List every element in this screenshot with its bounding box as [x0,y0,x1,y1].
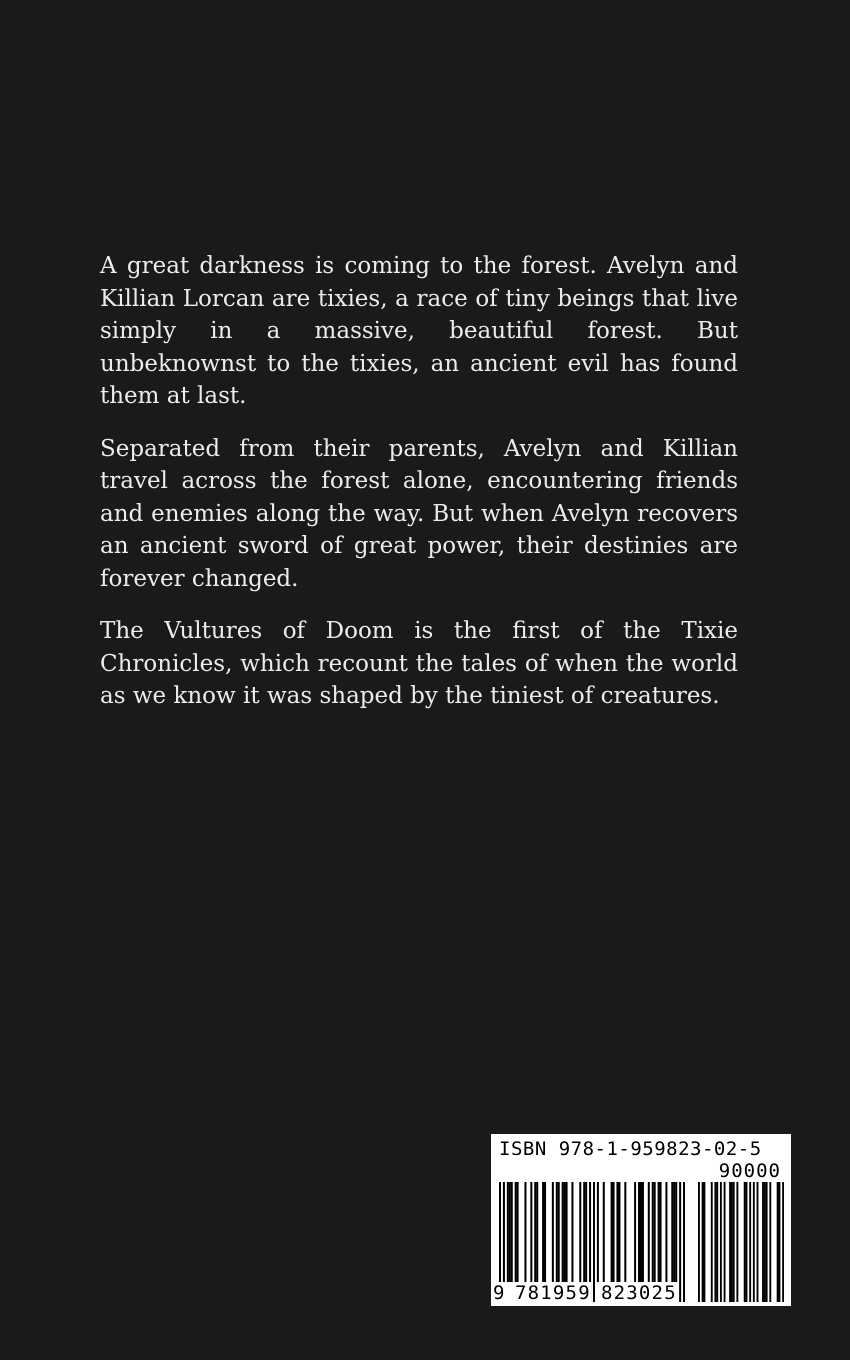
addon-bar [733,1182,735,1302]
barcode-right-digits: 823025 [601,1282,677,1304]
addon-bar [782,1182,784,1302]
barcode-bar [603,1182,605,1282]
addon-bar [769,1182,771,1302]
barcode-bar [660,1182,662,1282]
barcode-bar [579,1182,581,1282]
barcode-bar [536,1182,538,1282]
addon-bar [779,1182,781,1302]
barcode-bar [675,1182,677,1282]
addon-bar [736,1182,738,1302]
barcode-bar [665,1182,667,1282]
barcode-bar [552,1182,554,1282]
barcode-bar [511,1182,513,1282]
addon-bar [757,1182,759,1302]
blurb-paragraph-1: A great darkness is coming to the forest. Avelyn and Killian Lorcan are tixies, a race of tiny beings that live simply in a massive, beautiful forest. But unbeknownst to the tixies, an ancient evil has found them at last. [100,253,738,409]
addon-bar [724,1182,726,1302]
barcode-bar [611,1182,613,1282]
barcode-bar [562,1182,564,1282]
barcode-bar [618,1182,620,1282]
barcode-bar [564,1182,566,1282]
addon-barcode-bars [698,1182,784,1302]
addon-bar [753,1182,755,1302]
addon-bar [716,1182,718,1302]
barcode-bar [638,1182,640,1282]
barcode-bar [634,1182,636,1282]
book-blurb [100,250,738,733]
barcode-lead-digit: 9 [493,1282,506,1304]
addon-bar [731,1182,733,1302]
barcode-bar [542,1182,544,1282]
barcode-bar [507,1182,509,1282]
barcode-bar [534,1182,536,1282]
barcode-bar [544,1182,546,1282]
barcode-bar [658,1182,660,1282]
barcode-bar [671,1182,673,1282]
barcode-bar [530,1182,532,1282]
barcode-bar [571,1182,573,1282]
barcode-bar [616,1182,618,1282]
addon-bar [729,1182,731,1302]
barcode-bar [558,1182,560,1282]
barcode-bar [524,1182,526,1282]
blurb-paragraph-2: Separated from their parents, Avelyn and Killian travel across the forest alone, encountering friends and enemies along the way. But when Avelyn recovers an ancient sword of great power, their destinies are forever changed. [100,435,738,592]
addon-bar [714,1182,716,1302]
barcode-digits [491,1282,691,1306]
addon-bar [703,1182,705,1302]
addon-bar [762,1182,764,1302]
barcode-bar [517,1182,519,1282]
addon-bar [711,1182,713,1302]
addon-bar [698,1182,700,1302]
barcode-left-digits: 781959 [515,1282,591,1304]
barcode-bar [654,1182,656,1282]
isbn-barcode [491,1134,791,1306]
addon-bar [720,1182,722,1302]
barcode-bar [673,1182,675,1282]
barcode-bar [583,1182,585,1282]
barcode-bar [556,1182,558,1282]
addon-bar [764,1182,766,1302]
isbn-label: ISBN 978-1-959823-02-5 [499,1138,762,1160]
addon-bar [702,1182,704,1302]
addon-bar [777,1182,779,1302]
price-code: 90000 [718,1160,781,1182]
addon-bar [766,1182,768,1302]
barcode-bar [648,1182,650,1282]
barcode-bar [515,1182,517,1282]
addon-bar [744,1182,746,1302]
barcode-bar [613,1182,615,1282]
blurb-paragraph-3: The Vultures of Doom is the first of the Tixie Chronicles, which recount the tales of when the world as we know it was shaped by the tiniest of creatures. [100,618,738,709]
barcode-bar [509,1182,511,1282]
barcode-bar [566,1182,568,1282]
addon-bar [749,1182,751,1302]
barcode-bar [642,1182,644,1282]
barcode-bar [585,1182,587,1282]
barcode-bar [652,1182,654,1282]
barcode-bar [597,1182,599,1282]
barcode-bar [624,1182,626,1282]
addon-bar [746,1182,748,1302]
barcode-bar [640,1182,642,1282]
